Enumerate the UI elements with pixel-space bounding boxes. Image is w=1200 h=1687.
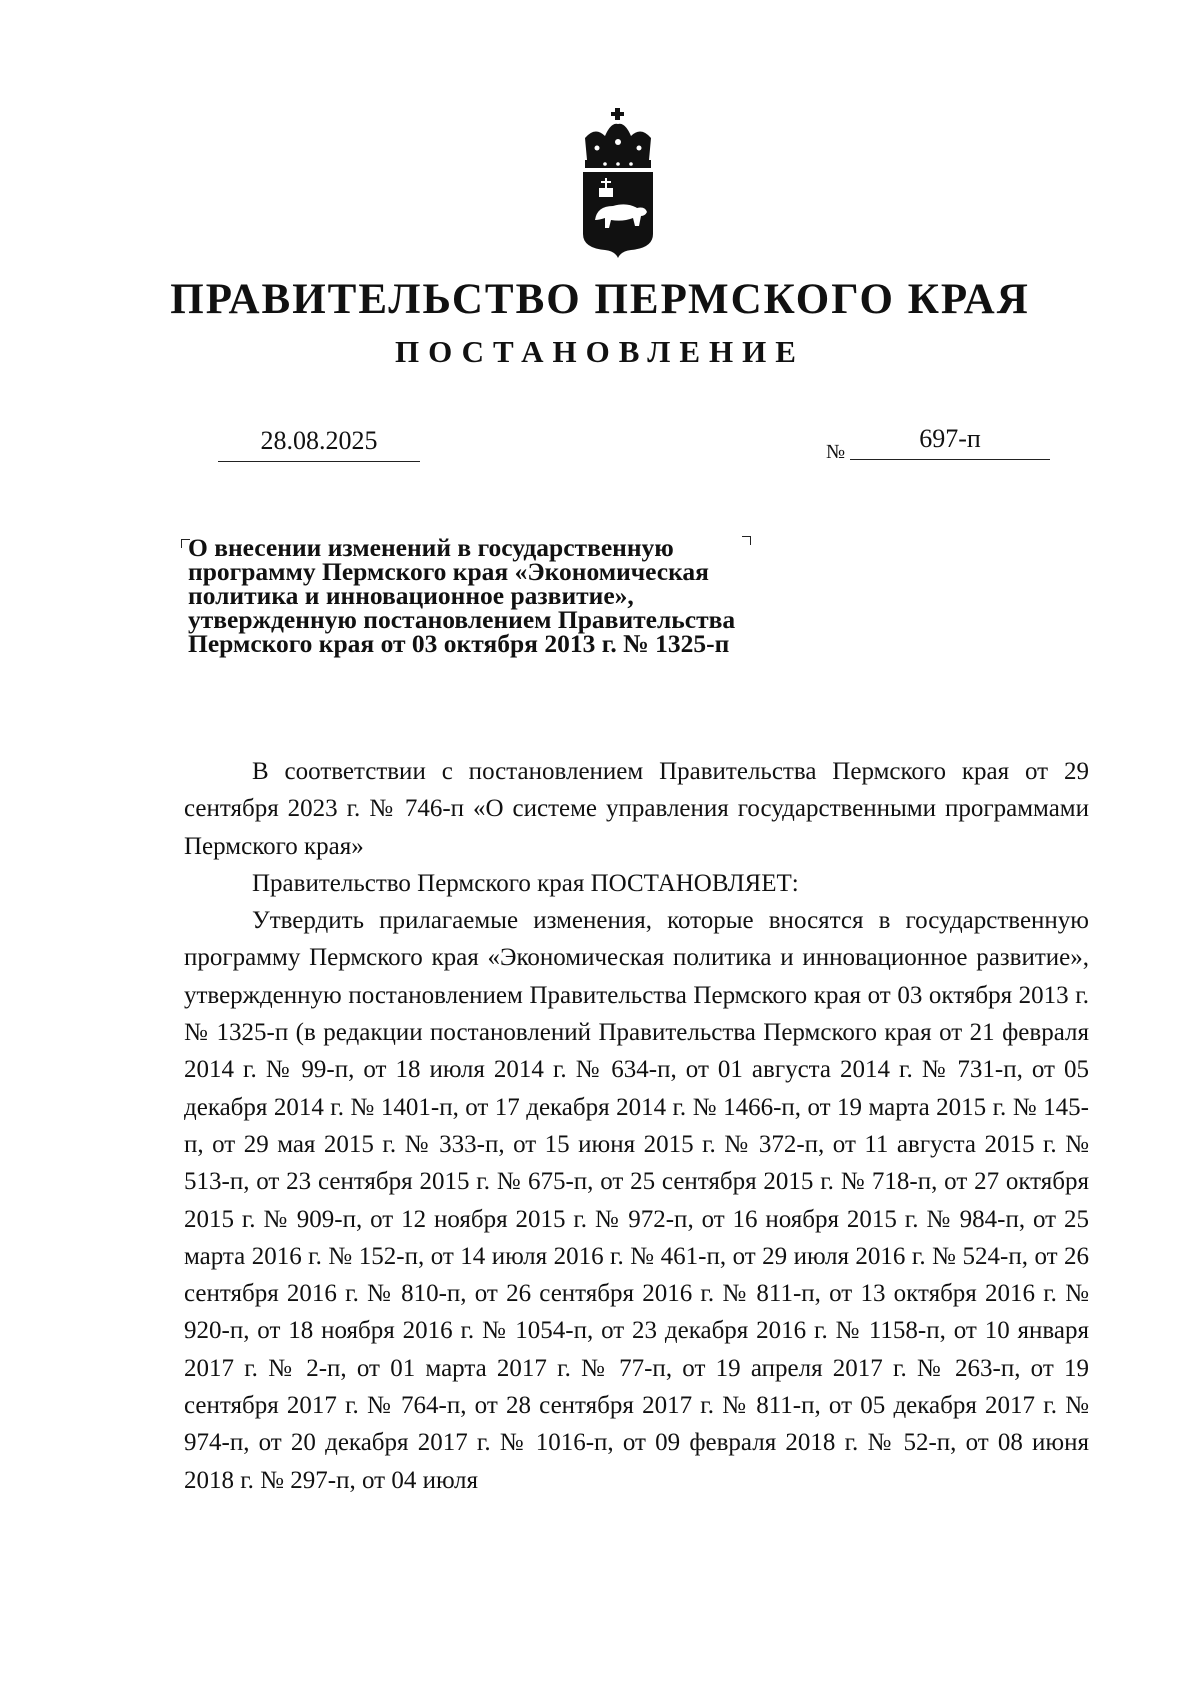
document-body xyxy=(184,753,1089,1499)
perm-krai-coat-of-arms-icon xyxy=(575,108,661,258)
document-type-title: ПОСТАНОВЛЕНИЕ xyxy=(395,334,805,369)
government-title: ПРАВИТЕЛЬСТВО ПЕРМСКОГО КРАЯ xyxy=(170,276,1030,323)
body-paragraph-basis: В соответствии с постановлением Правительства Пермского края от 29 сентября 2023 г. № 746-п «О системе управления государственными программами Пермского края» xyxy=(184,758,1089,860)
body-paragraph-resolves: Правительство Пермского края ПОСТАНОВЛЯЕТ: xyxy=(252,869,799,897)
body-paragraph-approve: Утвердить прилагаемые изменения, которые вносятся в государственную программу Пермского края «Экономическая политика и инновационное развитие», утвержденную постановлением Правительства Пермского края от 03 октября 2013 г. № 1325-п (в редакции постановлений Правительства Пермского края от 21 февраля 2014 г. № 99-п, от 18 июля 2014 г. № 634-п, от 01 августа 2014 г. № 731-п, от 05 декабря 2014 г. № 1401-п, от 17 декабря 2014 г. № 1466-п, от 19 марта 2015 г. № 145-п, от 29 мая 2015 г. № 333-п, от 15 июня 2015 г. № 372-п, от 11 августа 2015 г. № 513-п, от 23 сентября 2015 г. № 675-п, от 25 сентября 2015 г. № 718-п, от 27 октября 2015 г. № 909-п, от 12 ноября 2015 г. № 972-п, от 16 ноября 2015 г. № 984-п, от 25 марта 2016 г. № 152-п, от 14 июля 2016 г. № 461-п, от 29 июля 2016 г. № 524-п, от 26 сентября 2016 г. № 810-п, от 26 сентября 2016 г. № 811-п, от 13 октября 2016 г. № 920-п, от 18 ноября 2016 г. № 1054-п, от 23 декабря 2016 г. № 1158-п, от 10 января 2017 г. № 2-п, от 01 марта 2017 г. № 77-п, от 19 апреля 2017 г. № 263-п, от 19 сентября 2017 г. № 764-п, от 28 сентября 2017 г. № 811-п, от 05 декабря 2017 г. № 974-п, от 20 декабря 2017 г. № 1016-п, от 09 февраля 2018 г. № 52-п, от 08 июня 2018 г. № 297-п, от 04 июля xyxy=(184,907,1089,1494)
subject-line: программу Пермского края «Экономическая xyxy=(188,557,709,586)
document-number: 697-п xyxy=(850,419,1050,460)
subject-line: Пермского края от 03 октября 2013 г. № 1325-п xyxy=(188,629,730,658)
subject-line: утвержденную постановлением Правительства xyxy=(188,605,736,634)
subject-line: О внесении изменений в государственную xyxy=(188,533,674,562)
number-sign: № xyxy=(826,441,846,463)
document-subject xyxy=(188,533,828,658)
document-date: 28.08.2025 xyxy=(218,421,420,462)
subject-line: политика и инновационное развитие», xyxy=(188,581,634,610)
